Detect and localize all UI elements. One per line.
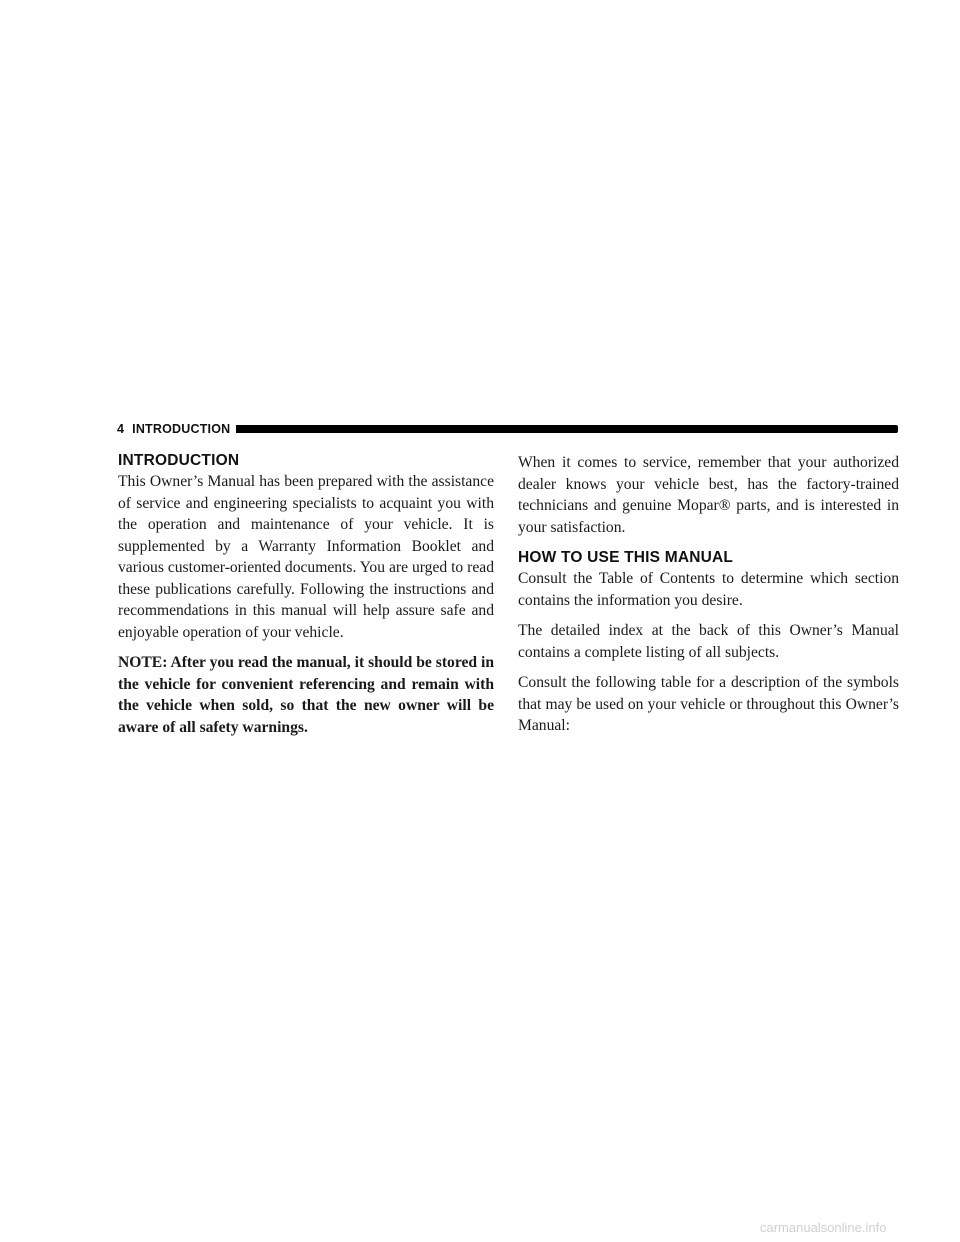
introduction-heading: INTRODUCTION [118,452,240,469]
note-paragraph: NOTE: After you read the manual, it should be stored in the vehicle for convenient referencing and remain with the vehicle when sold, so that the new owner will be aware of all safety warnings. [118,654,494,736]
running-header [117,421,898,437]
service-paragraph: When it comes to service, remember that your authorized dealer knows your vehicle best, has the factory-trained technicians and genuine Mopar® parts, and is interested in your satisfaction. [518,454,899,536]
intro-paragraph: This Owner’s Manual has been prepared with the assistance of service and engineering specialists to acquaint you with the operation and maintenance of your vehicle. It is supplemented by a Warranty Information Booklet and various customer-oriented documents. You are urged to read these publications carefully. Following the instructions and recommendations in this manual will help assure safe and enjoyable operation of your vehicle. [118,473,494,641]
toc-paragraph: Consult the Table of Contents to determine which section contains the information you desire. [518,570,899,609]
section-title: INTRODUCTION [132,422,231,436]
left-column [118,450,494,747]
how-to-use-heading: HOW TO USE THIS MANUAL [518,549,734,566]
header-rule [236,425,898,433]
symbols-paragraph: Consult the following table for a description of the symbols that may be used on your vehicle or throughout this Owner’s Manual: [518,674,899,734]
right-column [518,452,899,746]
index-paragraph: The detailed index at the back of this Owner’s Manual contains a complete listing of all subjects. [518,622,899,661]
watermark: carmanualsonline.info [760,1220,887,1235]
page-number: 4 [117,422,125,436]
